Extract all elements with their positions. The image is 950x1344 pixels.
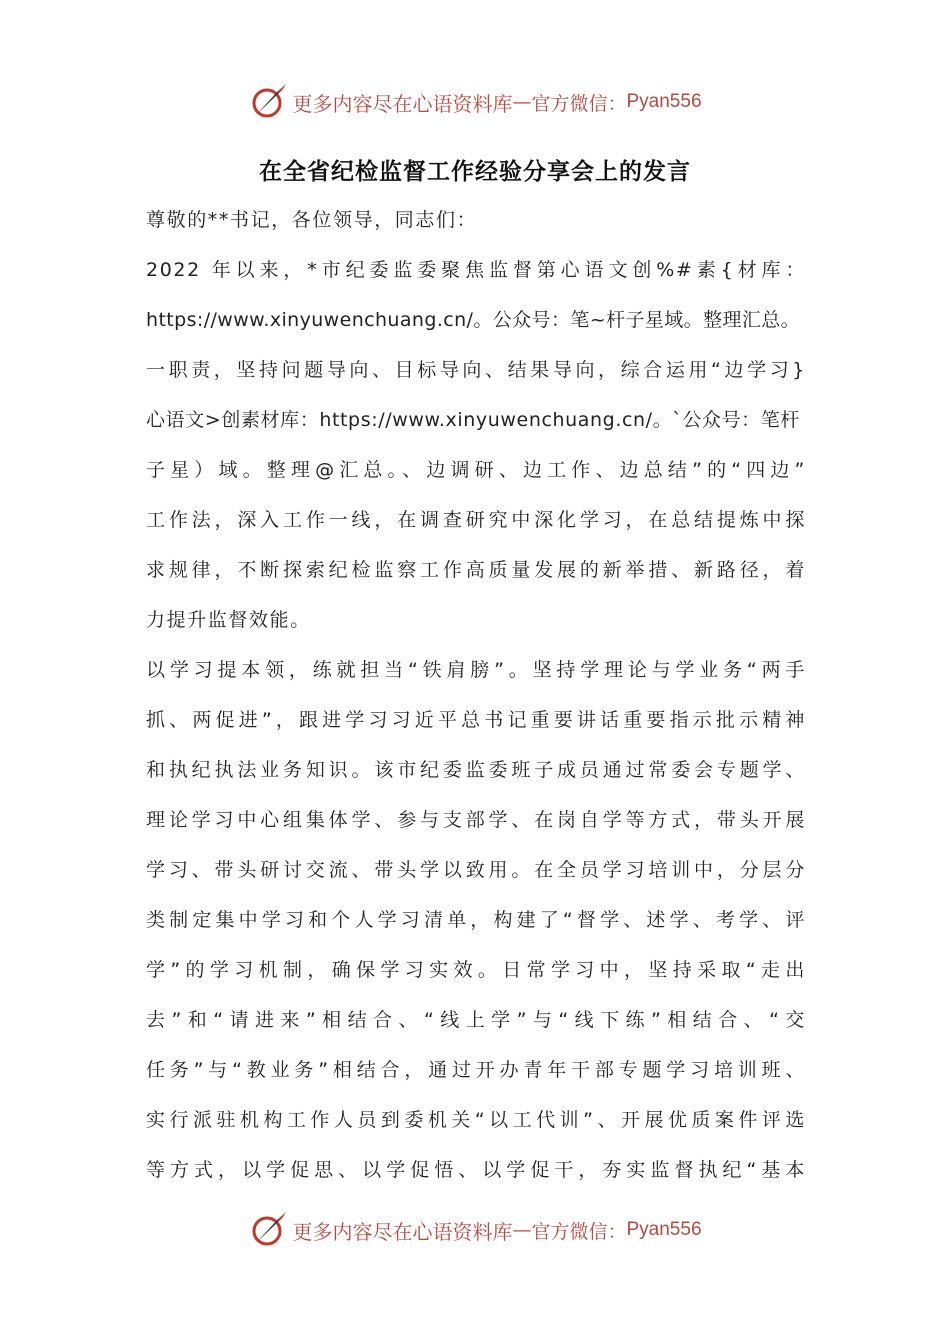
body-line: 心语文>创素材库：https://www.xinyuwenchuang.cn/。`公众号：笔杆 <box>146 409 800 431</box>
quill-logo-icon <box>248 1210 288 1250</box>
body-line: 求规律，不断探索纪检监察工作高质量发展的新举措、新路径，着 <box>146 559 806 581</box>
quill-logo-icon <box>248 82 288 122</box>
body-line: 和执纪执法业务知识。该市纪委监委班子成员通过常委会专题学、 <box>146 759 806 781</box>
body-line: 2022 年以来，*市纪委监委聚焦监督第心语文创%#素{材库： <box>146 259 806 281</box>
body-line: 理论学习中心组集体学、参与支部学、在岗自学等方式，带头开展 <box>146 809 806 831</box>
document-body <box>146 195 806 1195</box>
footer-watermark-banner <box>0 1210 950 1250</box>
body-line: 一职责，坚持问题导向、目标导向、结果导向，综合运用“边学习} <box>146 359 806 381</box>
banner-wechat-id: Pyan556 <box>626 1219 702 1240</box>
body-line: https://www.xinyuwenchuang.cn/。公众号：笔~杆子星域。整理汇总。 <box>146 309 801 331</box>
body-line: 力提升监督效能。 <box>146 609 311 631</box>
body-line: 子星）域。整理@汇总。、边调研、边工作、边总结”的“四边” <box>146 459 806 481</box>
banner-dash: — <box>512 1219 532 1241</box>
body-line: 实行派驻机构工作人员到委机关“以工代训”、开展优质案件评选 <box>146 1109 806 1131</box>
body-line: 工作法，深入工作一线，在调查研究中深化学习，在总结提炼中探 <box>146 509 806 531</box>
header-watermark-banner <box>0 82 950 122</box>
body-line: 学习、带头研讨交流、带头学以致用。在全员学习培训中，分层分 <box>146 859 806 881</box>
banner-official-label: 官方微信： <box>531 92 627 115</box>
body-line: 学”的学习机制，确保学习实效。日常学习中，坚持采取“走出 <box>146 959 806 981</box>
body-line: 等方式，以学促思、以学促悟、以学促干，夯实监督执纪“基本 <box>146 1159 806 1181</box>
body-line: 任务”与“教业务”相结合，通过开办青年干部专题学习培训班、 <box>146 1059 806 1081</box>
banner-text: 更多内容尽在心语资料库 <box>292 91 513 116</box>
body-line: 抓、两促进”，跟进学习习近平总书记重要讲话重要指示批示精神 <box>146 709 806 731</box>
banner-text: 更多内容尽在心语资料库 <box>292 1219 513 1244</box>
body-line: 以学习提本领，练就担当“铁肩膀”。坚持学理论与学业务“两手 <box>146 659 806 681</box>
body-line: 去”和“请进来”相结合、“线上学”与“线下练”相结合、“交 <box>146 1009 806 1031</box>
body-line: 类制定集中学习和个人学习清单，构建了“督学、述学、考学、评 <box>146 909 806 931</box>
document-title: 在全省纪检监督工作经验分享会上的发言 <box>259 159 691 185</box>
banner-dash: — <box>512 91 532 113</box>
banner-official-label: 官方微信： <box>531 1220 627 1243</box>
banner-wechat-id: Pyan556 <box>626 91 702 112</box>
body-line: 尊敬的**书记，各位领导，同志们： <box>146 209 478 231</box>
